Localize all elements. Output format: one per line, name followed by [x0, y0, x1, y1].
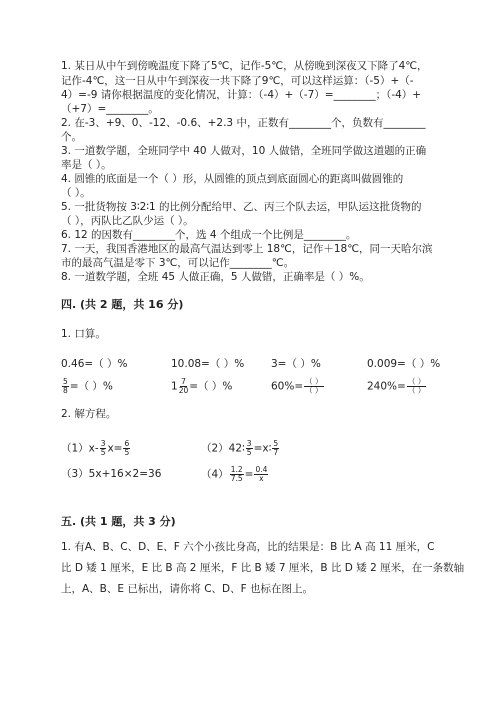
oral-item-2: 10.08=（ ）% — [171, 358, 245, 370]
section5-line-3: 上，A、B、E 已标出，请你将 C、D、F 也标在图上。 — [61, 583, 313, 595]
section5-line-2: 比 D 矮 1 厘米，E 比 B 高 2 厘米，F 比 B 矮 7 厘米，B 比 D 矮 2 厘米，在一条数轴 — [61, 562, 465, 574]
fraction: $\frac{3}{5}$ — [100, 439, 106, 457]
q1-line-4: （+7）=________。 — [61, 103, 159, 115]
fraction: $\frac{5}{8}$ — [63, 377, 68, 395]
fraction: $\frac{( )}{( )}$ — [407, 377, 426, 395]
fraction: $\frac{6}{5}$ — [124, 439, 130, 457]
oral-item-8: 240%= $\frac{( )}{( )}$ — [367, 377, 426, 395]
oral-item-6: 1 $\frac{7}{20}$ =（ ）% — [171, 377, 233, 395]
q1-line-2: 记作-4℃，这一日从中午到深夜一共下降了9℃，可以这样运算：（-5）+（- — [61, 75, 414, 87]
q1-line-1: 1. 某日从中午到傍晚温度下降了5℃，记作-5℃，从傍晚到深夜又下降了4℃， — [61, 60, 428, 72]
fraction: $\frac{3}{5}$ — [246, 439, 252, 457]
equation-2: （2）42∶ $\frac{3}{5}$ =x∶ $\frac{5}{7}$ — [201, 439, 279, 457]
fraction: $\frac{0.4}{x}$ — [255, 465, 268, 483]
fraction: $\frac{1.2}{7.5}$ — [230, 465, 243, 483]
oral-item-7: 60%= $\frac{( )}{( )}$ — [271, 377, 323, 395]
q4-line-2: （ ）。 — [61, 187, 91, 199]
oral-item-5: $\frac{5}{8}$ =（ ）% — [63, 377, 113, 395]
q3-line-2: 率是（ ）。 — [61, 159, 112, 171]
q2-line-1: 2. 在-3、+9、0、-12、-0.6、+2.3 中，正数有________个，负数有________ — [61, 117, 426, 129]
section4-heading: 四. (共 2 题，共 16 分) — [61, 298, 184, 311]
section5-line-1: 1. 有A、B、C、D、E、F 六个小孩比身高，比的结果是：B 比 A 高 11 厘米，C — [61, 541, 435, 553]
q5-line-1: 5. 一批货物按 3∶2∶1 的比例分配给甲、乙、丙三个队去运，甲队运这批货物的 — [61, 201, 422, 213]
equation-4: （4） $\frac{1.2}{7.5}$ = $\frac{0.4}{x}$ — [201, 465, 268, 483]
q6-line: 6. 12 的因数有________个，选 4 个组成一个比例是________。 — [61, 229, 357, 241]
oral-item-3: 3=（ ）% — [271, 358, 321, 370]
q2-line-2: 个。 — [61, 131, 82, 143]
q4-line-1: 4. 圆锥的底面是一个（ ）形，从圆锥的顶点到底面圆心的距离叫做圆锥的 — [61, 173, 404, 185]
fraction: $\frac{5}{7}$ — [273, 439, 279, 457]
equation-3: （3）5x+16×2=36 — [61, 468, 162, 480]
equation-1: （1）x- $\frac{3}{5}$ x= $\frac{6}{5}$ — [61, 439, 130, 457]
section5-heading: 五. (共 1 题，共 3 分) — [61, 515, 176, 528]
q7-line-2: 市的最高气温是零下 3℃，可以记作________℃。 — [61, 257, 295, 269]
oral-item-1: 0.46=（ ）% — [61, 358, 128, 370]
solve-equation-label: 2. 解方程。 — [61, 408, 117, 420]
fraction: $\frac{7}{20}$ — [178, 377, 189, 395]
q8-line: 8. 一道数学题，全班 45 人做正确，5 人做错，正确率是（ ）%。 — [61, 271, 370, 283]
q5-line-2: （ ），丙队比乙队少运（ ）。 — [61, 215, 194, 227]
q7-line-1: 7. 一天，我国香港地区的最高气温达到零上 18℃，记作＋18℃，同一天哈尔滨 — [61, 243, 433, 255]
oral-item-4: 0.009=（ ）% — [367, 358, 441, 370]
fraction: $\frac{( )}{( )}$ — [305, 377, 323, 395]
q3-line-1: 3. 一道数学题，全班同学中 40 人做对，10 人做错，全班同学做这道题的正确 — [61, 145, 427, 157]
oral-calc-label: 1. 口算。 — [61, 328, 106, 340]
q1-line-3: 4）=-9 请你根据温度的变化情况，计算：（-4）+（-7）=________；（-4）+ — [61, 89, 422, 101]
